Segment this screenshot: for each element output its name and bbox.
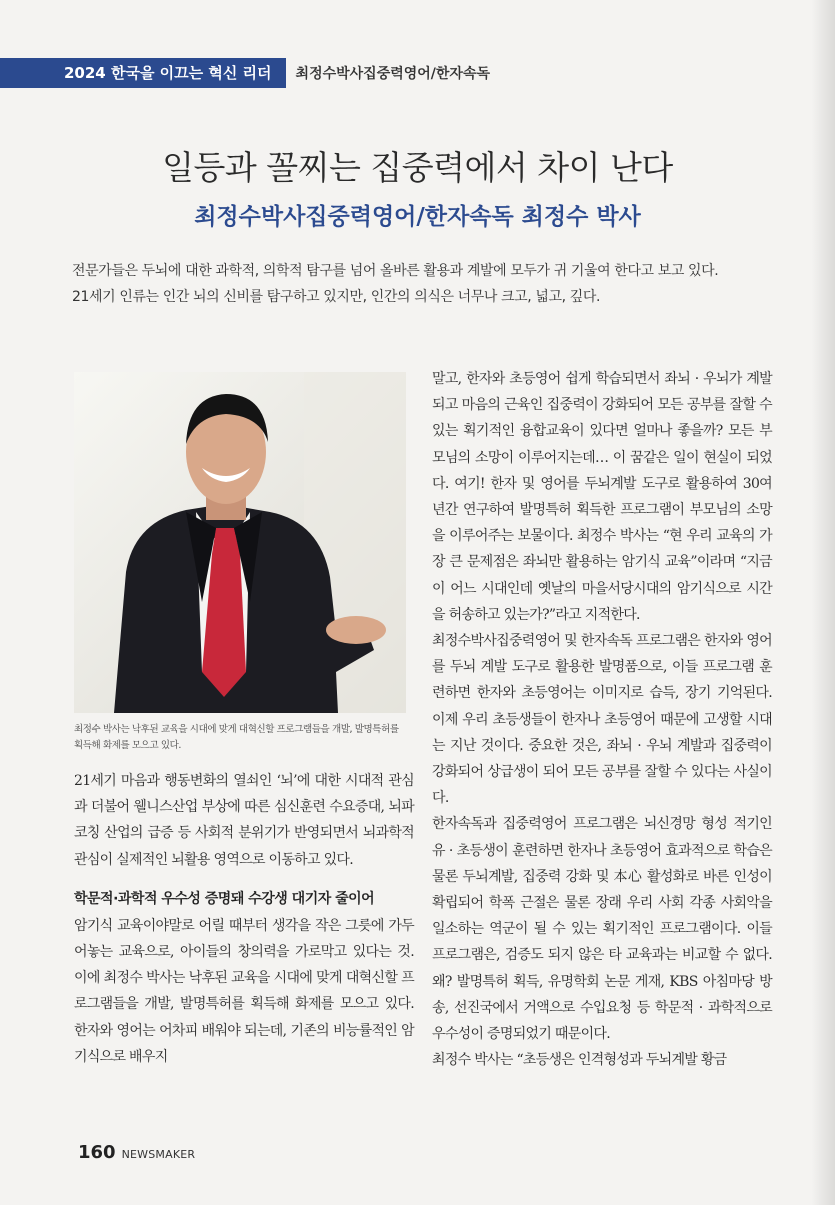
article-lead — [72, 258, 772, 310]
article-subtitle: 최정수박사집중력영어/한자속독 최정수 박사 — [194, 204, 641, 230]
article-title: 일등과 꼴찌는 집중력에서 차이 난다 — [162, 148, 673, 187]
photo-caption: 최정수 박사는 낙후된 교육을 시대에 맞게 대혁신할 프로그램들을 개발, 발명특허를 획득해 화제를 모으고 있다. — [74, 724, 399, 751]
body-paragraph: 21세기 마음과 행동변화의 열쇠인 ‘뇌’에 대한 시대적 관심과 더불어 웰니스산업 부상에 따른 심신훈련 수요증대, 뇌파코칭 산업의 급증 등 사회적 분위기가 반영되면서 뇌과학적 관심이 실제적인 뇌활용 영역으로 이동하고 있다. — [74, 773, 414, 868]
body-paragraph: 암기식 교육이야말로 어릴 때부터 생각을 작은 그릇에 가두어놓는 교육으로, 아이들의 창의력을 가로막고 있다는 것. 이에 최정수 박사는 낙후된 교육을 시대에 맞게 대혁신할 프로그램들을 개발, 발명특허를 획득해 화제를 모으고 있다. 한자와 영어는 어차피 배워야 되는데, 기존의 비능률적인 암기식으로 배우지 — [74, 917, 414, 1065]
body-paragraph: 최정수 박사는 “초등생은 인격형성과 두뇌계발 황금 — [432, 1052, 727, 1069]
portrait-photo — [74, 372, 406, 713]
body-paragraph: 최정수박사집중력영어 및 한자속독 프로그램은 한자와 영어를 두뇌 계발 도구로 활용한 발명품으로, 이들 프로그램 훈련하면 한자와 초등영어는 이미지로 습득, 장기 기억된다. 이제 우리 초등생들이 한자나 초등영어 때문에 고생할 시대는 지난 것이다. 중요한 것은, 좌뇌 · 우뇌 계발과 집중력이 강화되어 상급생이 되어 모든 공부를 잘할 수 있다는 사실이다. — [432, 633, 772, 807]
lead-line: 21세기 인류는 인간 뇌의 신비를 탐구하고 있지만, 인간의 의식은 너무나 크고, 넓고, 깊다. — [72, 289, 601, 305]
magazine-name: NEWSMAKER — [121, 1148, 196, 1161]
section-header — [0, 58, 490, 88]
section-tag: 2024 한국을 이끄는 혁신 리더 — [0, 58, 286, 88]
lead-line: 전문가들은 두뇌에 대한 과학적, 의학적 탐구를 넘어 올바른 활용과 계발에 모두가 귀 기울여 한다고 보고 있다. — [72, 263, 719, 279]
left-column — [74, 768, 414, 1084]
page-number: 160 — [78, 1142, 116, 1163]
portrait-illustration — [74, 372, 406, 713]
body-paragraph: 말고, 한자와 초등영어 쉽게 학습되면서 좌뇌 · 우뇌가 계발되고 마음의 근육인 집중력이 강화되어 모든 공부를 잘할 수 있는 획기적인 융합교육이 있다면 얼마나 좋을까? 모든 부모님의 소망이 이루어지는데… 이 꿈같은 일이 현실이 되었다. 여기! 한자 및 영어를 두뇌계발 도구로 활용하여 30여 년간 연구하여 발명특허 획득한 프로그램이 부모님의 소망을 이루어주는 보물이다. 최정수 박사는 “현 우리 교육의 가장 큰 문제점은 좌뇌만 활용하는 암기식 교육”이라며 “지금이 어느 시대인데 옛날의 마을서당시대의 암기식으로 시간을 허송하고 있는가?”라고 지적한다. — [432, 371, 772, 623]
page-footer — [78, 1142, 195, 1163]
section-heading: 학문적·과학적 우수성 증명돼 수강생 대기자 줄이어 — [74, 890, 375, 907]
body-paragraph: 한자속독과 집중력영어 프로그램은 뇌신경망 형성 적기인 유 · 초등생이 훈련하면 한자나 초등영어 효과적으로 학습은 물론 두뇌계발, 집중력 강화 및 本心 활성화로 바른 인성이 확립되어 학폭 근절은 물론 장래 우리 사회 각종 사회악을 일소하는 역군이 될 수 있는 획기적인 프로그램이다. 이들 프로그램은, 검증도 되지 않은 타 교육과는 비교할 수 없다. 왜? 발명특허 획득, 유명학회 논문 게재, KBS 아침마당 방송, 선진국에서 거액으로 수입요청 등 학문적 · 과학적으로 우수성이 증명되었기 때문이다. — [432, 816, 772, 1043]
section-subtitle: 최정수박사집중력영어/한자속독 — [295, 66, 490, 82]
right-column — [432, 366, 772, 1073]
